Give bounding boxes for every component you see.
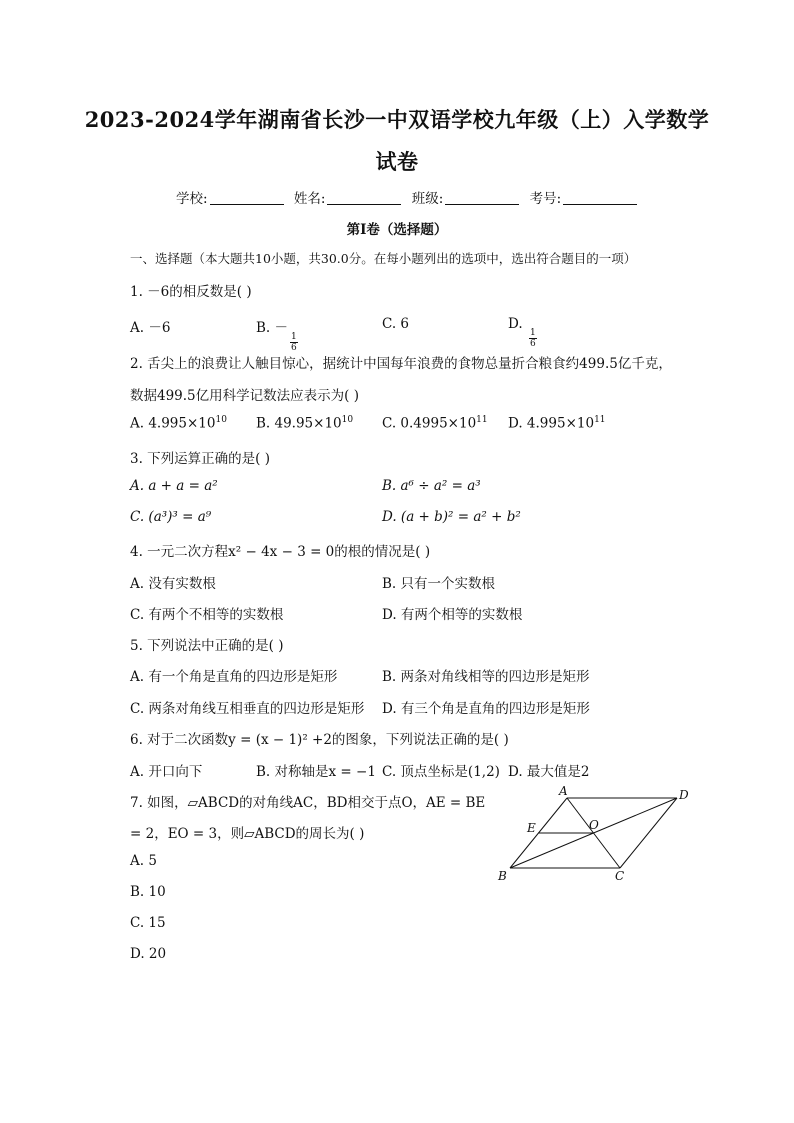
- q4-stem: 4. 一元二次方程x² − 4x − 3 = 0的根的情况是( ): [130, 544, 431, 560]
- q2-d-exponent: 11: [594, 415, 606, 425]
- q4-option-a: A. 没有实数根: [130, 576, 216, 592]
- paper-title-line2: 试卷: [375, 149, 419, 174]
- q7-option-b: B. 10: [130, 884, 166, 900]
- q2-a-base: A. 4.995×10: [130, 415, 216, 432]
- school-blank: [210, 192, 284, 205]
- q3-option-a: A. a + a = a²: [130, 478, 218, 494]
- school-label: 学校:: [176, 191, 208, 207]
- q7-option-c: C. 15: [130, 915, 166, 931]
- q5-stem: 5. 下列说法中正确的是( ): [130, 638, 284, 654]
- q5-option-c: C. 两条对角线互相垂直的四边形是矩形: [130, 701, 365, 717]
- q5-option-d: D. 有三个角是直角的四边形是矩形: [382, 701, 590, 717]
- label-o: O: [589, 818, 599, 832]
- section-title: 第I卷（选择题）: [346, 222, 448, 238]
- q1-option-d-fraction: [529, 328, 537, 349]
- q1-b-numerator: 1: [291, 332, 297, 342]
- parallelogram-figure: [490, 782, 700, 887]
- q6-option-d: D. 最大值是2: [508, 764, 590, 780]
- q2-c-exponent: 11: [476, 415, 488, 425]
- q2-stem-line1: 2. 舌尖上的浪费让人触目惊心，据统计中国每年浪费的食物总量折合粮食约499.5亿千克，: [130, 356, 672, 372]
- q7-option-a: A. 5: [130, 853, 157, 869]
- q4-option-d: D. 有两个相等的实数根: [382, 607, 523, 623]
- q1-option-a: A. －6: [130, 320, 171, 336]
- paper-title-line1: 2023-2024学年湖南省长沙一中双语学校九年级（上）入学数学: [84, 107, 710, 132]
- side-cd: [620, 798, 677, 868]
- label-b: B: [498, 869, 507, 883]
- q2-option-a: [130, 415, 227, 432]
- q7-stem-line1: 7. 如图，▱ABCD的对角线AC，BD相交于点O，AE = BE: [130, 795, 486, 811]
- label-a: A: [559, 784, 568, 798]
- q3-stem: 3. 下列运算正确的是( ): [130, 451, 270, 467]
- class-blank: [445, 192, 519, 205]
- name-label: 姓名:: [293, 191, 326, 207]
- q1-d-numerator: 1: [529, 328, 536, 338]
- label-e: E: [527, 821, 536, 835]
- q7-stem-line2: = 2，EO = 3，则▱ABCD的周长为( ): [130, 826, 365, 842]
- q5-option-b: B. 两条对角线相等的四边形是矩形: [382, 669, 590, 685]
- q2-b-exponent: 10: [341, 415, 354, 425]
- q2-c-base: C. 0.4995×10: [382, 415, 477, 432]
- q1-option-b-fraction: [290, 332, 298, 353]
- q6-stem: 6. 对于二次函数y = (x − 1)² +2的图象，下列说法正确的是( ): [130, 732, 509, 748]
- q1-option-c: C. 6: [382, 316, 410, 332]
- q6-option-c: C. 顶点坐标是(1,2): [382, 764, 500, 780]
- q4-option-c: C. 有两个不相等的实数根: [130, 607, 284, 623]
- q4-option-b: B. 只有一个实数根: [382, 576, 496, 592]
- q1-option-b: [256, 316, 298, 353]
- q2-option-b: [256, 415, 353, 432]
- q2-b-base: B. 49.95×10: [256, 415, 342, 432]
- q6-option-b: B. 对称轴是x = −1: [256, 764, 376, 780]
- label-c: C: [615, 869, 625, 883]
- exam-number-blank: [563, 192, 637, 205]
- class-label: 班级:: [411, 191, 444, 207]
- label-d: D: [679, 788, 689, 802]
- exam-number-label: 考号:: [529, 191, 562, 207]
- q1-option-b-text: B. －: [256, 320, 289, 336]
- info-fields: [176, 187, 643, 207]
- q1-stem: 1. －6的相反数是( ): [130, 284, 252, 300]
- q1-b-denominator: 6: [291, 343, 297, 353]
- q3-option-c: C. (a³)³ = a⁹: [130, 509, 212, 525]
- q2-stem-line2: 数据499.5亿用科学记数法应表示为( ): [130, 388, 359, 404]
- q1-d-denominator: 6: [529, 339, 536, 349]
- q7-option-d: D. 20: [130, 946, 167, 962]
- q1-option-d-text: D.: [508, 316, 527, 332]
- part1-instructions: 一、选择题（本大题共10小题，共30.0分。在每小题列出的选项中，选出符合题目的一项）: [130, 251, 637, 266]
- q1-option-d: [508, 316, 537, 349]
- name-blank: [327, 192, 401, 205]
- q2-a-exponent: 10: [215, 415, 227, 425]
- q2-option-d: [508, 415, 606, 432]
- q6-option-a: A. 开口向下: [130, 764, 203, 780]
- q5-option-a: A. 有一个角是直角的四边形是矩形: [130, 669, 338, 685]
- q3-option-b: B. a⁶ ÷ a² = a³: [382, 478, 481, 494]
- q2-option-c: [382, 415, 488, 432]
- q3-option-d: D. (a + b)² = a² + b²: [382, 509, 521, 525]
- q2-d-base: D. 4.995×10: [508, 415, 595, 432]
